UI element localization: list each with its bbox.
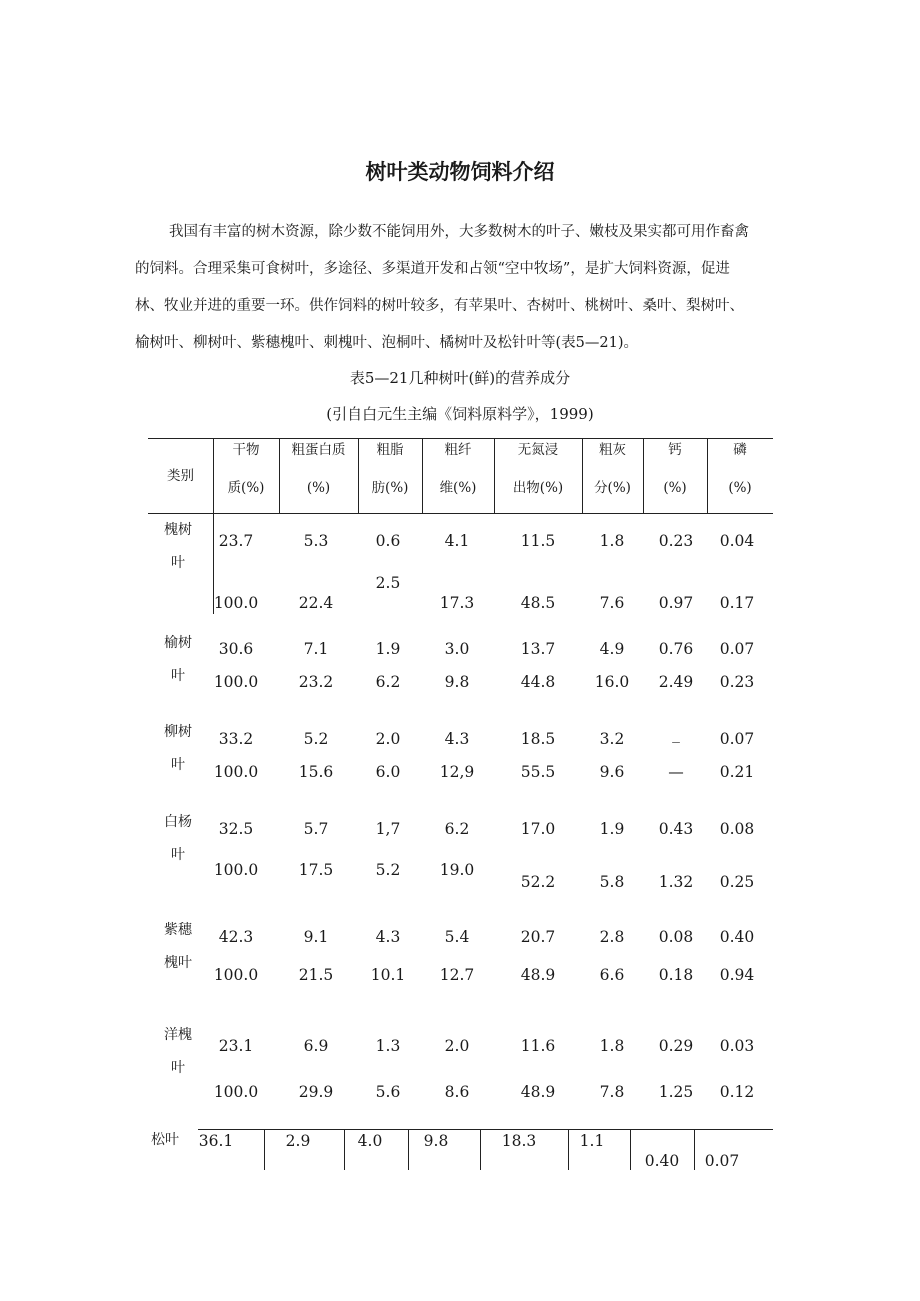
table-cell: 10.1 [370,966,406,984]
table-cell: 7.1 [303,640,329,658]
table-cell: 0.03 [719,1037,755,1055]
table-cell: 12.7 [439,966,475,984]
table-cell: 1.8 [599,1037,625,1055]
table-cell: 1.8 [599,532,625,550]
table-cell: 1,7 [375,820,401,838]
table-cell: 9.6 [599,763,625,781]
table-cell: 1.9 [599,820,625,838]
table-cell: 5.2 [303,730,329,748]
table-cell: 0.17 [719,594,755,612]
last-row-label: 松叶 [151,1132,179,1148]
table-cell: 5.3 [303,532,329,550]
table-cell: 42.3 [218,928,254,946]
table-cell: 1.9 [375,640,401,658]
table-cell: 0.21 [719,763,755,781]
paragraph-line: 榆树叶、柳树叶、紫穗槐叶、刺槐叶、泡桐叶、橘树叶及松针叶等(表5—21)。 [135,335,638,351]
table-cell: 100.0 [213,594,259,612]
table-cell: 6.6 [599,966,625,984]
table-cell: 5.2 [375,861,401,879]
table-cell: 6.9 [303,1037,329,1055]
table-cell: 23.1 [218,1037,254,1055]
table-cell: 12,9 [439,763,475,781]
table-cell: 29.9 [298,1083,334,1101]
table-cell: 5.4 [444,928,470,946]
table-cell: 100.0 [213,966,259,984]
table-cell: 32.5 [218,820,254,838]
table-cell: 4.1 [444,532,470,550]
table-cell: 0.6 [375,532,401,550]
page-title: 树叶类动物饲料介绍 [365,160,555,184]
header-cell: 粗灰 [599,442,626,458]
table-cell: 22.4 [298,594,334,612]
table-cell: 0.43 [658,820,694,838]
table-cell: 36.1 [198,1132,234,1150]
table-cell: 55.5 [520,763,556,781]
table-cell: 17.0 [520,820,556,838]
table-cell: 1.32 [658,873,694,891]
header-category: 类别 [167,468,194,484]
table-cell: _ [672,725,680,743]
table-cell: 2.49 [658,673,694,691]
paragraph-line: 林、牧业并进的重要一环。供作饲料的树叶较多，有苹果叶、杏树叶、桃树叶、桑叶、梨树叶、 [135,298,744,314]
table-cell: 2.8 [599,928,625,946]
table-cell: 0.40 [644,1152,680,1170]
row-label: 白杨 [164,814,192,830]
table-cell: 0.94 [719,966,755,984]
row-label-cont: 叶 [171,757,185,773]
table-cell: 0.40 [719,928,755,946]
table-cell: 18.5 [520,730,556,748]
table-cell: 6.0 [375,763,401,781]
table-cell: 15.6 [298,763,334,781]
row-label-cont: 叶 [171,668,185,684]
header-cell-unit: 质(%) [227,480,265,496]
table-cell: 5.7 [303,820,329,838]
table-cell: 3.2 [599,730,625,748]
paragraph-line: 我国有丰富的树木资源，除少数不能饲用外，大多数树木的叶子、嫩枝及果实都可用作畜禽 [169,224,749,240]
paragraph-line: 的饲料。合理采集可食树叶，多途径、多渠道开发和占领“空中牧场”，是扩大饲料资源，促进 [135,261,730,277]
header-cell: 磷 [733,442,747,458]
header-cell-unit: 出物(%) [512,480,564,496]
table-cell: 16.0 [594,673,630,691]
table-cell: 48.9 [520,1083,556,1101]
table-cell: 0.23 [658,532,694,550]
header-cell-unit: 肪(%) [371,480,409,496]
table-source: (引自白元生主编《饲料原料学》，1999) [326,405,594,423]
table-cell: 11.6 [520,1037,556,1055]
table-cell: 18.3 [501,1132,537,1150]
header-cell-unit: (%) [728,480,752,496]
table-cell: 0.07 [704,1152,740,1170]
table-cell: 23.2 [298,673,334,691]
table-cell: 100.0 [213,861,259,879]
table-cell: 23.7 [218,532,254,550]
table-cell: 7.8 [599,1083,625,1101]
row-label-cont: 叶 [171,1060,185,1076]
last-row-top-rule [198,1129,773,1130]
row-label: 柳树 [164,724,192,740]
table-cell: 0.25 [719,873,755,891]
row-label: 紫穗 [164,922,192,938]
table-cell: 2.0 [375,730,401,748]
table-cell: 7.6 [599,594,625,612]
row-label: 槐树 [164,522,192,538]
table-cell: 4.9 [599,640,625,658]
header-cell-unit: (%) [663,480,687,496]
row-label-cont: 槐叶 [164,955,192,971]
table-cell: 20.7 [520,928,556,946]
header-cell: 粗纤 [444,442,472,458]
last-row-divider [480,1130,481,1170]
table-cell: 52.2 [520,873,556,891]
header-cell: 粗蛋白质 [291,442,346,458]
table-cell: 48.5 [520,594,556,612]
header-cell: 钙 [668,442,682,458]
table-cell: 0.04 [719,532,755,550]
table-cell: 4.3 [375,928,401,946]
header-cell-unit: 分(%) [594,480,631,496]
table-cell: — [668,763,684,781]
table-cell: 0.07 [719,640,755,658]
table-cell: 17.3 [439,594,475,612]
table-cell: 2.9 [285,1132,311,1150]
table-cell: 100.0 [213,1083,259,1101]
table-cell: 9.1 [303,928,329,946]
intro-paragraph [135,214,787,362]
table-cell: 30.6 [218,640,254,658]
table-cell: 2.5 [375,574,401,592]
table-cell: 6.2 [444,820,470,838]
row-label: 榆树 [164,635,192,651]
table-cell: 100.0 [213,763,259,781]
table-cell: 9.8 [444,673,470,691]
table-cell: 2.0 [444,1037,470,1055]
header-cell-unit: 维(%) [439,480,477,496]
table-cell: 4.0 [357,1132,383,1150]
table-cell: 100.0 [213,673,259,691]
table-cell: 33.2 [218,730,254,748]
table-cell: 13.7 [520,640,556,658]
table-cell: 4.3 [444,730,470,748]
table-cell: 5.6 [375,1083,401,1101]
table-cell: 11.5 [520,532,556,550]
table-cell: 0.08 [658,928,694,946]
table-cell: 21.5 [298,966,334,984]
table-cell: 48.9 [520,966,556,984]
header-cell-unit: (%) [306,480,331,496]
table-cell: 0.07 [719,730,755,748]
header-cell: 干物 [232,442,260,458]
header-cell: 粗脂 [376,442,404,458]
table-cell: 1.1 [579,1132,605,1150]
table-cell: 17.5 [298,861,334,879]
header-bottom-rule [148,513,773,514]
table-cell: 0.97 [658,594,694,612]
table-cell: 1.3 [375,1037,401,1055]
table-cell: 0.18 [658,966,694,984]
header-cell: 无氮浸 [517,442,559,458]
table-cell: 5.8 [599,873,625,891]
row-label-cont: 叶 [171,847,185,863]
table-cell: 0.29 [658,1037,694,1055]
table-cell: 0.08 [719,820,755,838]
table-cell: 44.8 [520,673,556,691]
table-cell: 3.0 [444,640,470,658]
row-label: 洋槐 [164,1027,192,1043]
table-cell: 9.8 [423,1132,449,1150]
table-cell: 0.12 [719,1083,755,1101]
table-cell: 8.6 [444,1083,470,1101]
row-label-cont: 叶 [171,555,185,571]
table-cell: 1.25 [658,1083,694,1101]
table-caption: 表5—21几种树叶(鲜)的营养成分 [349,369,571,387]
table-cell: 6.2 [375,673,401,691]
table-cell: 0.23 [719,673,755,691]
table-cell: 0.76 [658,640,694,658]
table-cell: 19.0 [439,861,475,879]
